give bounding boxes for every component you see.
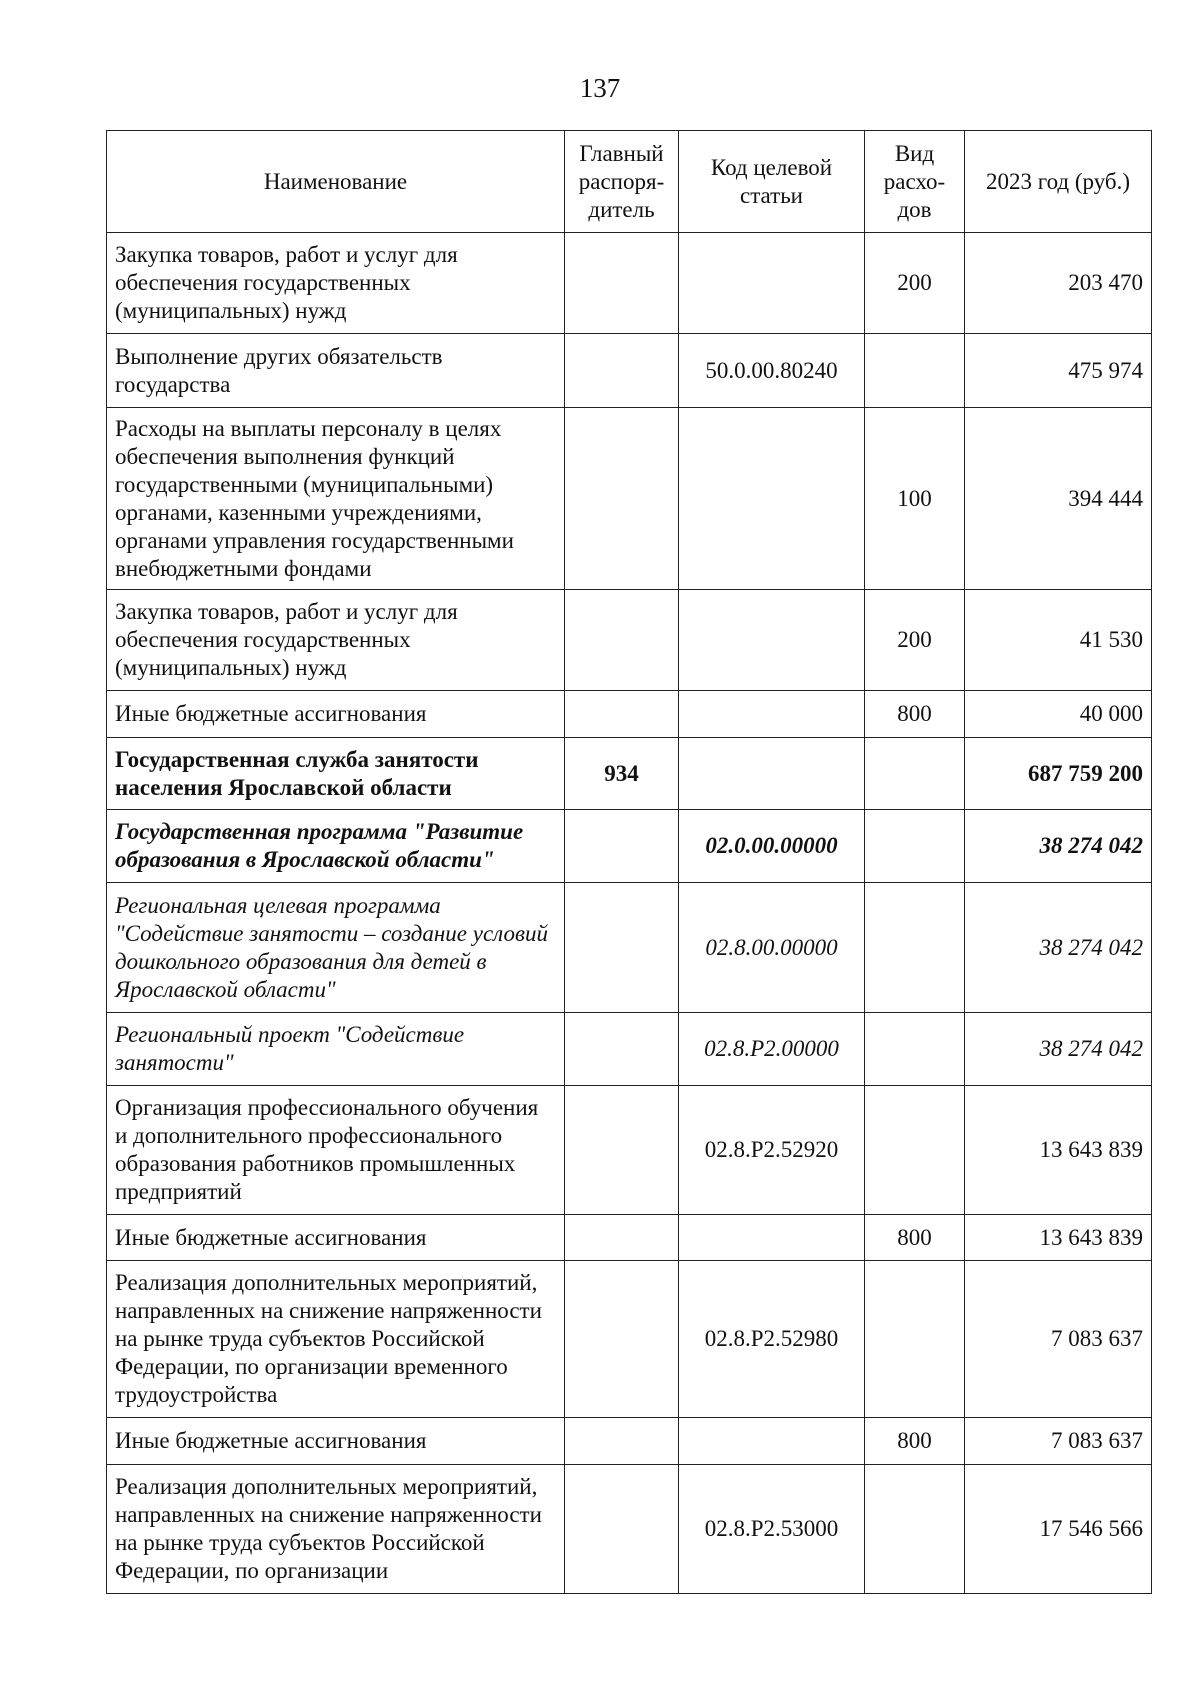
- row-admin-cell: [565, 1465, 679, 1594]
- row-name-cell: Организация профессионального обучения и дополнительного профессионального образования работников промышленных предприятий: [107, 1086, 565, 1215]
- row-code-cell: 02.8.P2.52980: [679, 1261, 865, 1418]
- table-row: [107, 1086, 1152, 1215]
- row-expense-type-cell: 800: [865, 1418, 965, 1465]
- row-name-cell: Закупка товаров, работ и услуг для обеспечения государственных (муниципальных) нужд: [107, 590, 565, 691]
- row-expense-type-cell: 200: [865, 590, 965, 691]
- row-name-cell: Региональный проект "Содействие занятости": [107, 1013, 565, 1086]
- row-code-cell: 02.8.P2.53000: [679, 1465, 865, 1594]
- row-amount-cell: 38 274 042: [965, 883, 1152, 1013]
- row-amount-cell: 203 470: [965, 233, 1152, 334]
- row-admin-cell: [565, 1261, 679, 1418]
- row-amount-cell: 40 000: [965, 691, 1152, 738]
- row-name-cell: Выполнение других обязательств государства: [107, 334, 565, 408]
- row-amount-cell: 475 974: [965, 334, 1152, 408]
- header-admin: Главный распоря-дитель: [565, 131, 679, 233]
- header-name: Наименование: [107, 131, 565, 233]
- row-amount-cell: 687 759 200: [965, 738, 1152, 810]
- row-expense-type-cell: [865, 810, 965, 883]
- row-admin-cell: [565, 883, 679, 1013]
- row-code-cell: 02.8.P2.00000: [679, 1013, 865, 1086]
- row-code-cell: [679, 1215, 865, 1261]
- row-expense-type-cell: [865, 334, 965, 408]
- row-expense-type-cell: 100: [865, 408, 965, 590]
- row-admin-cell: [565, 408, 679, 590]
- table-row: [107, 233, 1152, 334]
- table-row: [107, 810, 1152, 883]
- table-row: [107, 691, 1152, 738]
- budget-table: [106, 130, 1152, 1594]
- row-admin-cell: [565, 691, 679, 738]
- header-amount: 2023 год (руб.): [965, 131, 1152, 233]
- row-admin-cell: 934: [565, 738, 679, 810]
- row-amount-cell: 38 274 042: [965, 1013, 1152, 1086]
- table-row: [107, 1261, 1152, 1418]
- row-amount-cell: 17 546 566: [965, 1465, 1152, 1594]
- row-name-cell: Государственная служба занятости населения Ярославской области: [107, 738, 565, 810]
- row-expense-type-cell: 800: [865, 691, 965, 738]
- row-admin-cell: [565, 1013, 679, 1086]
- row-name-cell: Реализация дополнительных мероприятий, направленных на снижение напряженности на рынке труда субъектов Российской Федерации, по организации: [107, 1465, 565, 1594]
- row-expense-type-cell: [865, 883, 965, 1013]
- table-row: [107, 590, 1152, 691]
- row-amount-cell: 13 643 839: [965, 1086, 1152, 1215]
- table-row: [107, 1465, 1152, 1594]
- row-code-cell: [679, 590, 865, 691]
- row-name-cell: Государственная программа "Развитие образования в Ярославской области": [107, 810, 565, 883]
- row-name-cell: Иные бюджетные ассигнования: [107, 1215, 565, 1261]
- header-expense-type: Вид расхо-дов: [865, 131, 965, 233]
- row-amount-cell: 394 444: [965, 408, 1152, 590]
- row-admin-cell: [565, 233, 679, 334]
- row-expense-type-cell: [865, 1013, 965, 1086]
- row-amount-cell: 7 083 637: [965, 1261, 1152, 1418]
- row-expense-type-cell: [865, 738, 965, 810]
- row-code-cell: [679, 408, 865, 590]
- table-row: [107, 1215, 1152, 1261]
- row-name-cell: Реализация дополнительных мероприятий, направленных на снижение напряженности на рынке труда субъектов Российской Федерации, по организации временного трудоустройства: [107, 1261, 565, 1418]
- row-name-cell: Региональная целевая программа "Содействие занятости – создание условий дошкольного образования для детей в Ярославской области": [107, 883, 565, 1013]
- table-body: [107, 233, 1152, 1594]
- row-code-cell: [679, 233, 865, 334]
- row-code-cell: [679, 738, 865, 810]
- row-code-cell: 02.8.00.00000: [679, 883, 865, 1013]
- table-row: [107, 1418, 1152, 1465]
- row-expense-type-cell: [865, 1086, 965, 1215]
- row-expense-type-cell: 200: [865, 233, 965, 334]
- row-code-cell: 02.0.00.00000: [679, 810, 865, 883]
- header-row: [107, 131, 1152, 233]
- row-amount-cell: 38 274 042: [965, 810, 1152, 883]
- row-admin-cell: [565, 1215, 679, 1261]
- table-row: [107, 334, 1152, 408]
- table-row: [107, 408, 1152, 590]
- row-expense-type-cell: [865, 1465, 965, 1594]
- page-number: 137: [579, 73, 621, 103]
- row-name-cell: Иные бюджетные ассигнования: [107, 1418, 565, 1465]
- row-amount-cell: 41 530: [965, 590, 1152, 691]
- row-expense-type-cell: 800: [865, 1215, 965, 1261]
- row-admin-cell: [565, 810, 679, 883]
- row-admin-cell: [565, 590, 679, 691]
- row-code-cell: [679, 1418, 865, 1465]
- row-name-cell: Расходы на выплаты персоналу в целях обеспечения выполнения функций государственными (муниципальными) органами, казенными учреждениями, органами управления государственными внебюджетными фондами: [107, 408, 565, 590]
- row-name-cell: Закупка товаров, работ и услуг для обеспечения государственных (муниципальных) нужд: [107, 233, 565, 334]
- table-row: [107, 738, 1152, 810]
- row-admin-cell: [565, 1418, 679, 1465]
- row-expense-type-cell: [865, 1261, 965, 1418]
- row-admin-cell: [565, 334, 679, 408]
- header-code: Код целевой статьи: [679, 131, 865, 233]
- table-row: [107, 1013, 1152, 1086]
- row-name-cell: Иные бюджетные ассигнования: [107, 691, 565, 738]
- row-code-cell: 50.0.00.80240: [679, 334, 865, 408]
- row-code-cell: [679, 691, 865, 738]
- row-amount-cell: 7 083 637: [965, 1418, 1152, 1465]
- row-admin-cell: [565, 1086, 679, 1215]
- row-amount-cell: 13 643 839: [965, 1215, 1152, 1261]
- table-row: [107, 883, 1152, 1013]
- row-code-cell: 02.8.P2.52920: [679, 1086, 865, 1215]
